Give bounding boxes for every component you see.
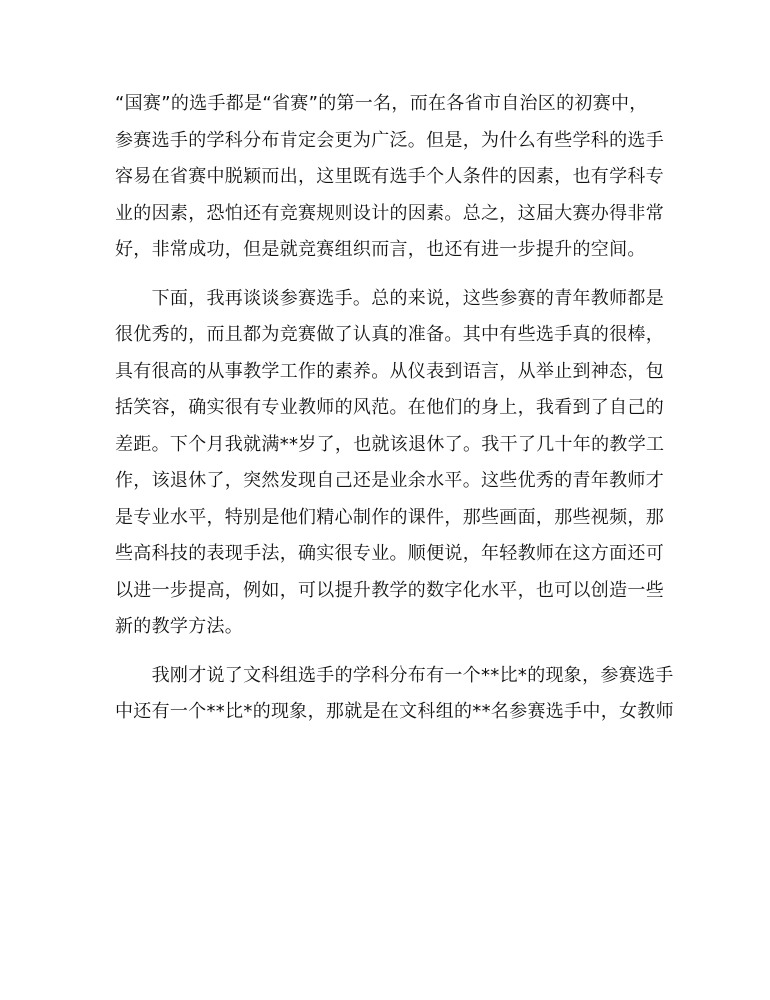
- text-line: 括笑容，确实很有专业教师的风范。在他们的身上，我看到了自己的: [115, 397, 664, 418]
- text-line: 业的因素，恐怕还有竞赛规则设计的因素。总之，这届大赛办得非常: [115, 202, 664, 224]
- text-line: 具有很高的从事教学工作的素养。从仪表到语言，从举止到神态，包: [115, 360, 664, 382]
- text-line: 很优秀的，而且都为竞赛做了认真的准备。其中有些选手真的很棒，: [115, 324, 664, 345]
- text-line: “国赛”的选手都是“省赛”的第一名，而在各省市自治区的初赛中，: [115, 93, 648, 114]
- paragraph-3: [115, 658, 674, 731]
- text-line: 我刚才说了文科组选手的学科分布有一个**比*的现象，参赛选手: [115, 664, 674, 686]
- text-line: 以进一步提高，例如，可以提升教学的数字化水平，也可以创造一些: [115, 579, 664, 601]
- text-line: 新的教学方法。: [115, 616, 244, 637]
- text-line: 作，该退休了，突然发现自己还是业余水平。这些优秀的青年教师才: [115, 470, 664, 491]
- text-line: 容易在省赛中脱颖而出，这里既有选手个人条件的因素，也有学科专: [115, 166, 664, 187]
- document-body: [115, 86, 674, 731]
- text-line: 中还有一个**比*的现象，那就是在文科组的**名参赛选手中，女教师: [115, 701, 674, 722]
- text-line: 是专业水平，特别是他们精心制作的课件，那些画面，那些视频，那: [115, 506, 664, 528]
- text-line: 些高科技的表现手法，确实很专业。顺便说，年轻教师在这方面还可: [115, 543, 664, 564]
- text-line: 下面，我再谈谈参赛选手。总的来说，这些参赛的青年教师都是: [115, 287, 664, 309]
- text-line: 参赛选手的学科分布肯定会更为广泛。但是，为什么有些学科的选手: [115, 129, 664, 151]
- paragraph-1: [115, 86, 664, 269]
- paragraph-2: [115, 281, 665, 646]
- text-line: 好，非常成功，但是就竞赛组织而言，也还有进一步提升的空间。: [115, 239, 646, 260]
- text-line: 差距。下个月我就满**岁了，也就该退休了。我干了几十年的教学工: [115, 433, 665, 455]
